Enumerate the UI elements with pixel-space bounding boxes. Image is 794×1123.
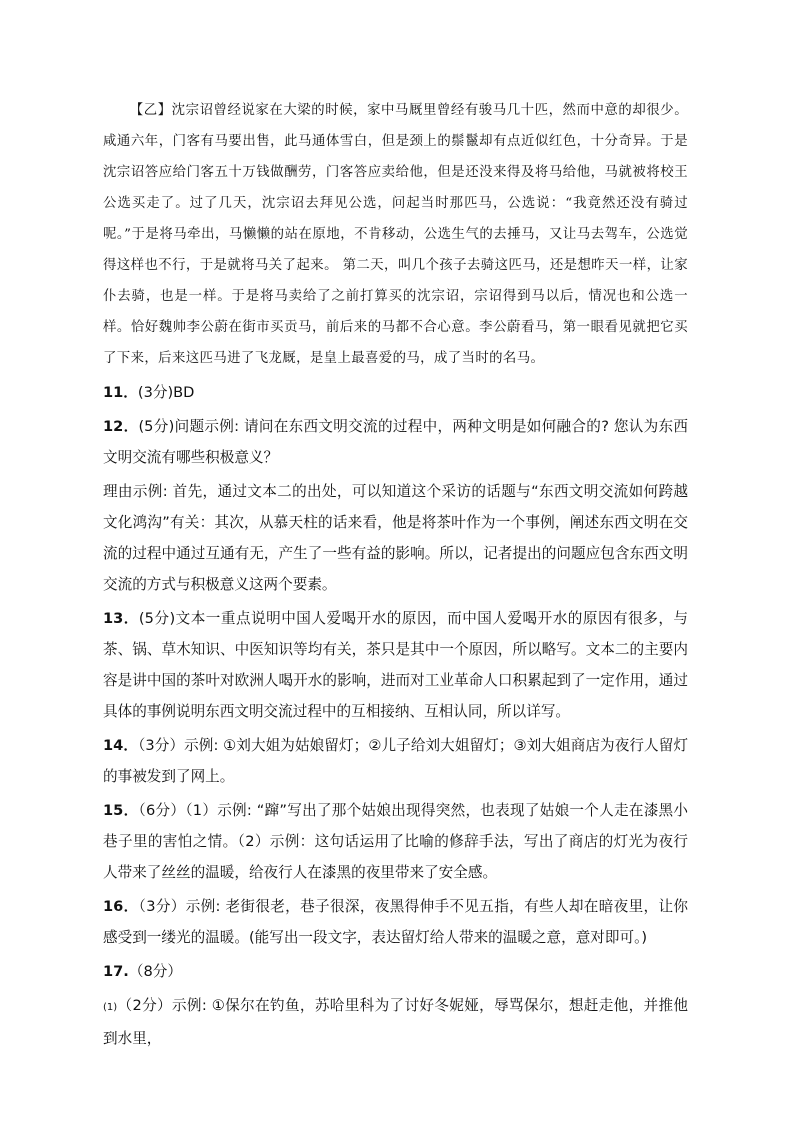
answer-text: 理由示例: 首先，通过文本二的出处，可以知道这个采访的话题与“东西文明交流如何跨越文化鸿沟”有关：其次，从慕天柱的话来看，他是将茶叶作为一个事例，阐述东西文明在交流的过程中通过互通有无，产生了一些有益的影响。所以，记者提出的问题应包含东西文明交流的方式与积极意义这两个要素。 [103,483,688,593]
answer-text: （3分）示例: 老街很老，巷子很深，夜黑得伸手不见五指，有些人却在暗夜里，让你感受到一缕光的温暖。(能写出一段文字，表达留灯给人带来的温暖之意，意对即可。) [103,898,688,946]
answer-text: （8分） [128,963,182,980]
sub-question-number: (1) [103,1002,118,1013]
question-number: 11． [103,384,138,401]
answer-13 [103,603,688,727]
answer-text: (3分)BD [137,384,195,401]
question-number: 16． [103,898,139,915]
answer-16 [103,891,688,953]
question-number: 12． [103,418,139,435]
translation-paragraph: 【乙】沈宗诏曾经说家在大梁的时候，家中马厩里曾经有骏马几十匹，然而中意的却很少。咸通六年，门客有马要出售，此马通体雪白，但是颈上的鬃鬣却有点近似红色，十分奇异。于是沈宗诏答应给门客五十万钱做酬劳，门客答应卖给他，但是还没来得及将马给他，马就被将校王公选买走了。过了几天，沈宗诏去拜见公选，问起当时那匹马，公选说：“我竟然还没有骑过呢。”于是将马牵出，马懒懒的站在原地，不肯移动，公选生气的去捶马，又让马去驾车，公选觉得这样也不行，于是就将马关了起来。 第二天，叫几个孩子去骑这匹马，还是想昨天一样，让家仆去骑，也是一样。于是将马卖给了之前打算买的沈宗诏，宗诏得到马以后，情况也和公选一样。恰好魏帅李公蔚在街市买贡马，前后来的马都不合心意。李公蔚看马，第一眼看见就把它买了下来，后来这匹马进了飞龙厩，是皇上最喜爱的马，成了当时的名马。 [103,103,688,366]
answer-12-reason [103,476,688,600]
answer-14 [103,730,688,792]
question-number: 14． [103,737,139,754]
answer-11 [103,377,688,408]
question-number: 17. [103,963,129,980]
question-number: 15． [103,802,139,819]
answer-text: (5分)文本一重点说明中国人爱喝开水的原因，而中国人爱喝开水的原因有很多，与茶、锅、草木知识、中医知识等均有关，茶只是其中一个原因，所以略写。文本二的主要内容是讲中国的茶叶对欧洲人喝开水的影响，进而对工业革命人口积累起到了一定作用，通过具体的事例说明东西文明交流过程中的互相接纳、互相认同，所以详写。 [103,610,688,720]
answer-text: （2分）示例: ①保尔在钓鱼，苏哈里科为了讨好冬妮娅，辱骂保尔，想赶走他，并推他到水里， [103,997,688,1047]
question-number: 13． [103,610,139,627]
answer-12 [103,411,688,473]
answer-15 [103,795,688,888]
answer-text: （6分）（1）示例: “蹿”写出了那个姑娘出现得突然，也表现了姑娘一个人走在漆黑小巷子里的害怕之情。（2）示例：这句话运用了比喻的修辞手法，写出了商店的灯光为夜行人带来了丝丝的温暖，给夜行人在漆黑的夜里带来了安全感。 [103,802,689,881]
answer-text: (5分)问题示例: 请问在东西文明交流的过程中，两种文明是如何融合的? 您认为东西文明交流有哪些积极意义？ [103,418,688,466]
answer-text: （3分）示例: ①刘大姐为姑娘留灯；②儿子给刘大姐留灯；③刘大姐商店为夜行人留灯的事被发到了网上。 [103,737,688,785]
answer-17-1 [103,990,688,1054]
answer-17 [103,956,688,987]
answer-list [103,377,688,1054]
